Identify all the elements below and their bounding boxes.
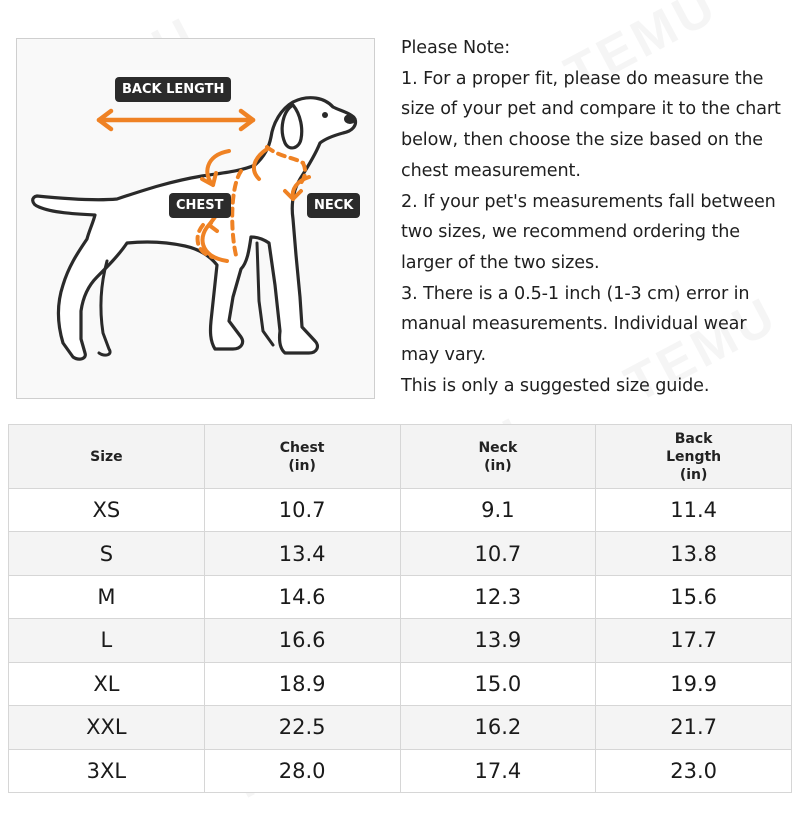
table-header-row: [9, 425, 792, 489]
back-length-cell: 21.7: [596, 706, 792, 749]
chest-cell: 13.4: [204, 532, 400, 575]
chest-cell: 10.7: [204, 489, 400, 532]
notes-line: size of your pet and compare it to the chart: [401, 99, 781, 120]
neck-cell: 15.0: [400, 662, 596, 705]
size-cell: 3XL: [9, 749, 205, 792]
chest-cell: 28.0: [204, 749, 400, 792]
neck-cell: 13.9: [400, 619, 596, 662]
header-back-length: [596, 425, 792, 489]
back-length-label: BACK LENGTH: [115, 77, 231, 102]
neck-cell: 10.7: [400, 532, 596, 575]
table-row: [9, 575, 792, 618]
header-text: Back: [674, 430, 713, 447]
sizing-notes: [401, 33, 796, 401]
size-cell: M: [9, 575, 205, 618]
size-cell: S: [9, 532, 205, 575]
measurement-diagram: [16, 38, 375, 399]
table-row: [9, 749, 792, 792]
neck-cell: 17.4: [400, 749, 596, 792]
header-text: Length: [666, 448, 722, 465]
chest-cell: 18.9: [204, 662, 400, 705]
size-cell: XXL: [9, 706, 205, 749]
notes-line: chest measurement.: [401, 160, 581, 181]
table-row: [9, 706, 792, 749]
neck-label: NECK: [307, 193, 360, 218]
dog-ear: [282, 105, 302, 148]
chest-label: CHEST: [169, 193, 231, 218]
notes-line: below, then choose the size based on the: [401, 130, 764, 151]
header-chest: [204, 425, 400, 489]
header-text: Neck: [478, 439, 518, 456]
notes-line: manual measurements. Individual wear: [401, 314, 747, 335]
size-cell: XS: [9, 489, 205, 532]
chest-cell: 22.5: [204, 706, 400, 749]
back-length-cell: 17.7: [596, 619, 792, 662]
header-neck: [400, 425, 596, 489]
table-row: [9, 532, 792, 575]
header-text: Size: [90, 448, 123, 465]
back-length-cell: 15.6: [596, 575, 792, 618]
back-length-cell: 23.0: [596, 749, 792, 792]
notes-line: larger of the two sizes.: [401, 252, 600, 273]
table-row: [9, 489, 792, 532]
header-text: Chest: [279, 439, 325, 456]
neck-cell: 16.2: [400, 706, 596, 749]
dog-eye: [322, 112, 328, 118]
header-size: [9, 425, 205, 489]
back-length-cell: 19.9: [596, 662, 792, 705]
header-unit: (in): [288, 457, 316, 474]
notes-line: 3. There is a 0.5-1 inch (1-3 cm) error in: [401, 283, 750, 304]
notes-line: may vary.: [401, 345, 486, 366]
notes-line: 2. If your pet's measurements fall between: [401, 191, 776, 212]
notes-line: This is only a suggested size guide.: [401, 375, 710, 396]
table-row: [9, 619, 792, 662]
chest-cell: 14.6: [204, 575, 400, 618]
dog-nose: [344, 114, 356, 124]
header-unit: (in): [484, 457, 512, 474]
dog-outline: [33, 98, 356, 359]
notes-line: two sizes, we recommend ordering the: [401, 222, 741, 243]
table-row: [9, 662, 792, 705]
notes-line: 1. For a proper fit, please do measure the: [401, 68, 764, 89]
neck-cell: 9.1: [400, 489, 596, 532]
notes-heading: Please Note:: [401, 38, 511, 58]
size-chart-table: [8, 424, 792, 793]
size-cell: XL: [9, 662, 205, 705]
back-length-cell: 11.4: [596, 489, 792, 532]
chest-cell: 16.6: [204, 619, 400, 662]
header-unit: (in): [679, 466, 708, 483]
neck-cell: 12.3: [400, 575, 596, 618]
back-length-arrow: [99, 111, 253, 129]
size-cell: L: [9, 619, 205, 662]
back-length-cell: 13.8: [596, 532, 792, 575]
